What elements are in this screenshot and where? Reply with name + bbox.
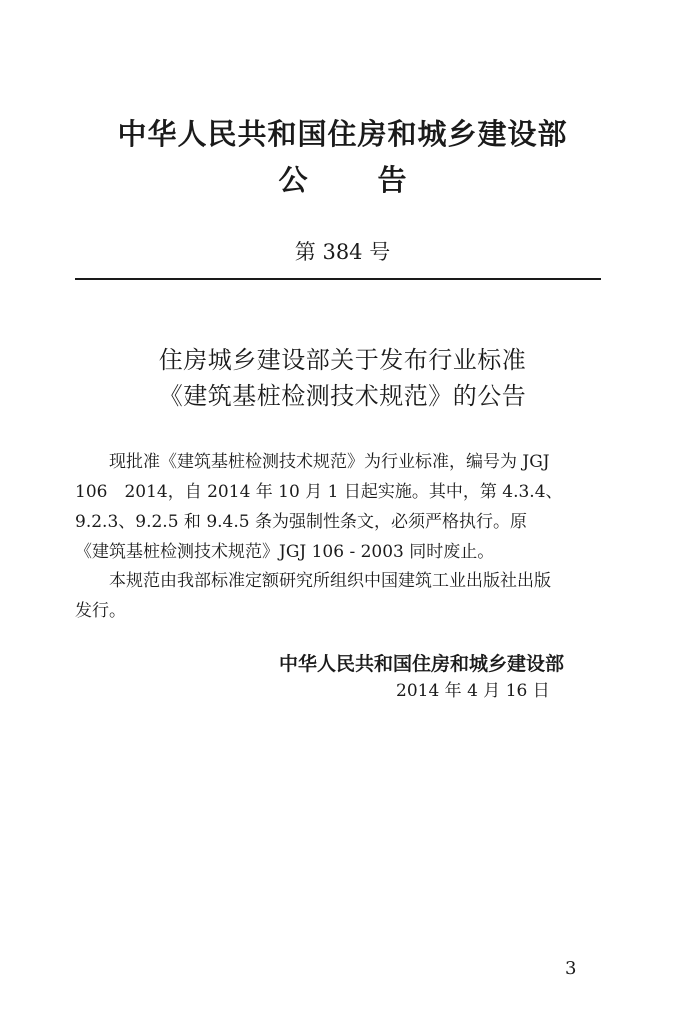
notice-title-line-2: 《建筑基桩检测技术规范》的公告	[158, 382, 527, 410]
announcement-number: 第 384 号	[294, 240, 391, 264]
document-type: 公 告	[278, 163, 407, 197]
signature-issuer: 中华人民共和国住房和城乡建设部	[279, 653, 565, 675]
body-line: 9.2.3、9.2.5 和 9.4.5 条为强制性条文，必须严格执行。原	[75, 512, 527, 532]
body-line: 发行。	[75, 601, 126, 621]
body-line: 本规范由我部标准定额研究所组织中国建筑工业出版社出版	[75, 571, 551, 591]
notice-title-line-1: 住房城乡建设部关于发布行业标准	[158, 346, 527, 374]
header-divider	[75, 278, 601, 280]
body-line: 《建筑基桩检测技术规范》JGJ 106 - 2003 同时废止。	[75, 542, 495, 562]
issuer-title: 中华人民共和国住房和城乡建设部	[117, 117, 568, 151]
body-line: 现批准《建筑基桩检测技术规范》为行业标准，编号为 JGJ	[75, 452, 550, 472]
body-line: 106 2014，自 2014 年 10 月 1 日起实施。其中，第 4.3.4、	[75, 482, 563, 502]
page-number: 3	[565, 958, 577, 979]
signature-date: 2014 年 4 月 16 日	[396, 681, 550, 701]
